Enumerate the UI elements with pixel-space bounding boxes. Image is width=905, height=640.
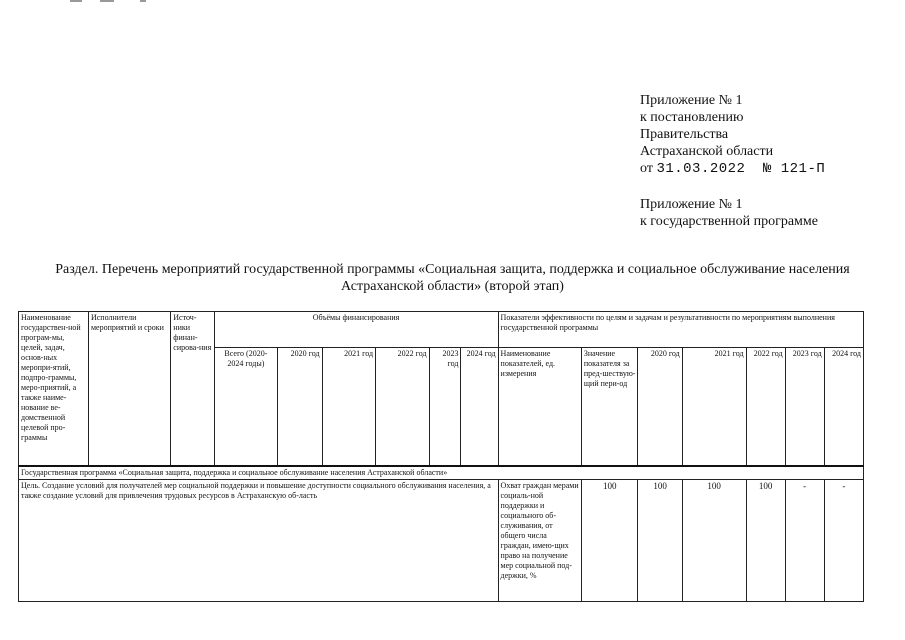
goal-value: 100 (638, 480, 682, 602)
program-title: Государственная программа «Социальная защита, поддержка и социальное обслуживание населения Астраханской области» (19, 466, 864, 480)
header-year: 2022 год (746, 348, 785, 466)
header-year: 2022 год (376, 348, 430, 466)
header-funding: Объёмы финансирования (214, 312, 498, 348)
header-year: 2020 год (638, 348, 682, 466)
resolution-date: 31.03.2022 (656, 161, 746, 177)
goal-value: 100 (746, 480, 785, 602)
approval-block-resolution (640, 92, 825, 178)
header-total: Всего (2020-2024 годы) (214, 348, 278, 466)
goal-value: - (785, 480, 824, 602)
header-year: 2023 год (429, 348, 461, 466)
header-indicator-prev: Значение показателя за пред-шествую-щий пери-од (581, 348, 638, 466)
measures-table (18, 311, 864, 602)
scan-artifact (70, 0, 150, 3)
approval-date-line (640, 160, 825, 178)
section-title: Раздел. Перечень мероприятий государственной программы «Социальная защита, поддержка и социальное обслуживание населения Астраханской области» (второй этап) (55, 262, 850, 294)
goal-value: 100 (581, 480, 638, 602)
approval-line: Астраханской области (640, 144, 774, 159)
resolution-number: № 121-П (762, 161, 826, 177)
header-year: 2024 год (824, 348, 863, 466)
header-row-1 (19, 312, 864, 348)
approval-line: Приложение № 1 (640, 93, 743, 108)
header-year: 2024 год (461, 348, 498, 466)
header-executors: Исполнители мероприятий и сроки (88, 312, 170, 466)
goal-value: - (824, 480, 863, 602)
goal-indicator: Охват граждан мерами социаль-ной поддержки и социального об-служивания, от общего числа граждан, имею-щих право на получение мер социальной под-держки, % (498, 480, 581, 602)
approval-block-program (640, 196, 818, 230)
goal-row (19, 480, 864, 602)
date-prefix: от (640, 161, 653, 176)
header-year: 2020 год (278, 348, 322, 466)
approval-line: к постановлению (640, 110, 744, 125)
goal-value: 100 (682, 480, 746, 602)
header-year: 2023 год (785, 348, 824, 466)
header-sources: Источ-ники финан-сирова-ния (171, 312, 214, 466)
approval-line: к государственной программе (640, 214, 818, 229)
header-year: 2021 год (682, 348, 746, 466)
header-name: Наименование государствен-ной програм-мы, целей, задач, основ-ных меропри-ятий, подпро-граммы, меро-приятий, а также наиме-нование ве-домственной целевой про-граммы (19, 312, 89, 466)
approval-line: Приложение № 1 (640, 197, 743, 212)
header-indicator-name: Наименование показателей, ед. измерения (498, 348, 581, 466)
header-year: 2021 год (322, 348, 376, 466)
goal-text: Цель. Создание условий для получателей мер социальной поддержки и повышение доступности социального обслуживания населения, а также создание условий для привлечения трудовых ресурсов в Астраханскую об-ласть (19, 480, 499, 602)
program-row (19, 466, 864, 480)
approval-line: Правительства (640, 127, 729, 142)
header-indicators: Показатели эффективности по целям и задачам и результативности по мероприятиям выполнения государственной программы (498, 312, 863, 348)
